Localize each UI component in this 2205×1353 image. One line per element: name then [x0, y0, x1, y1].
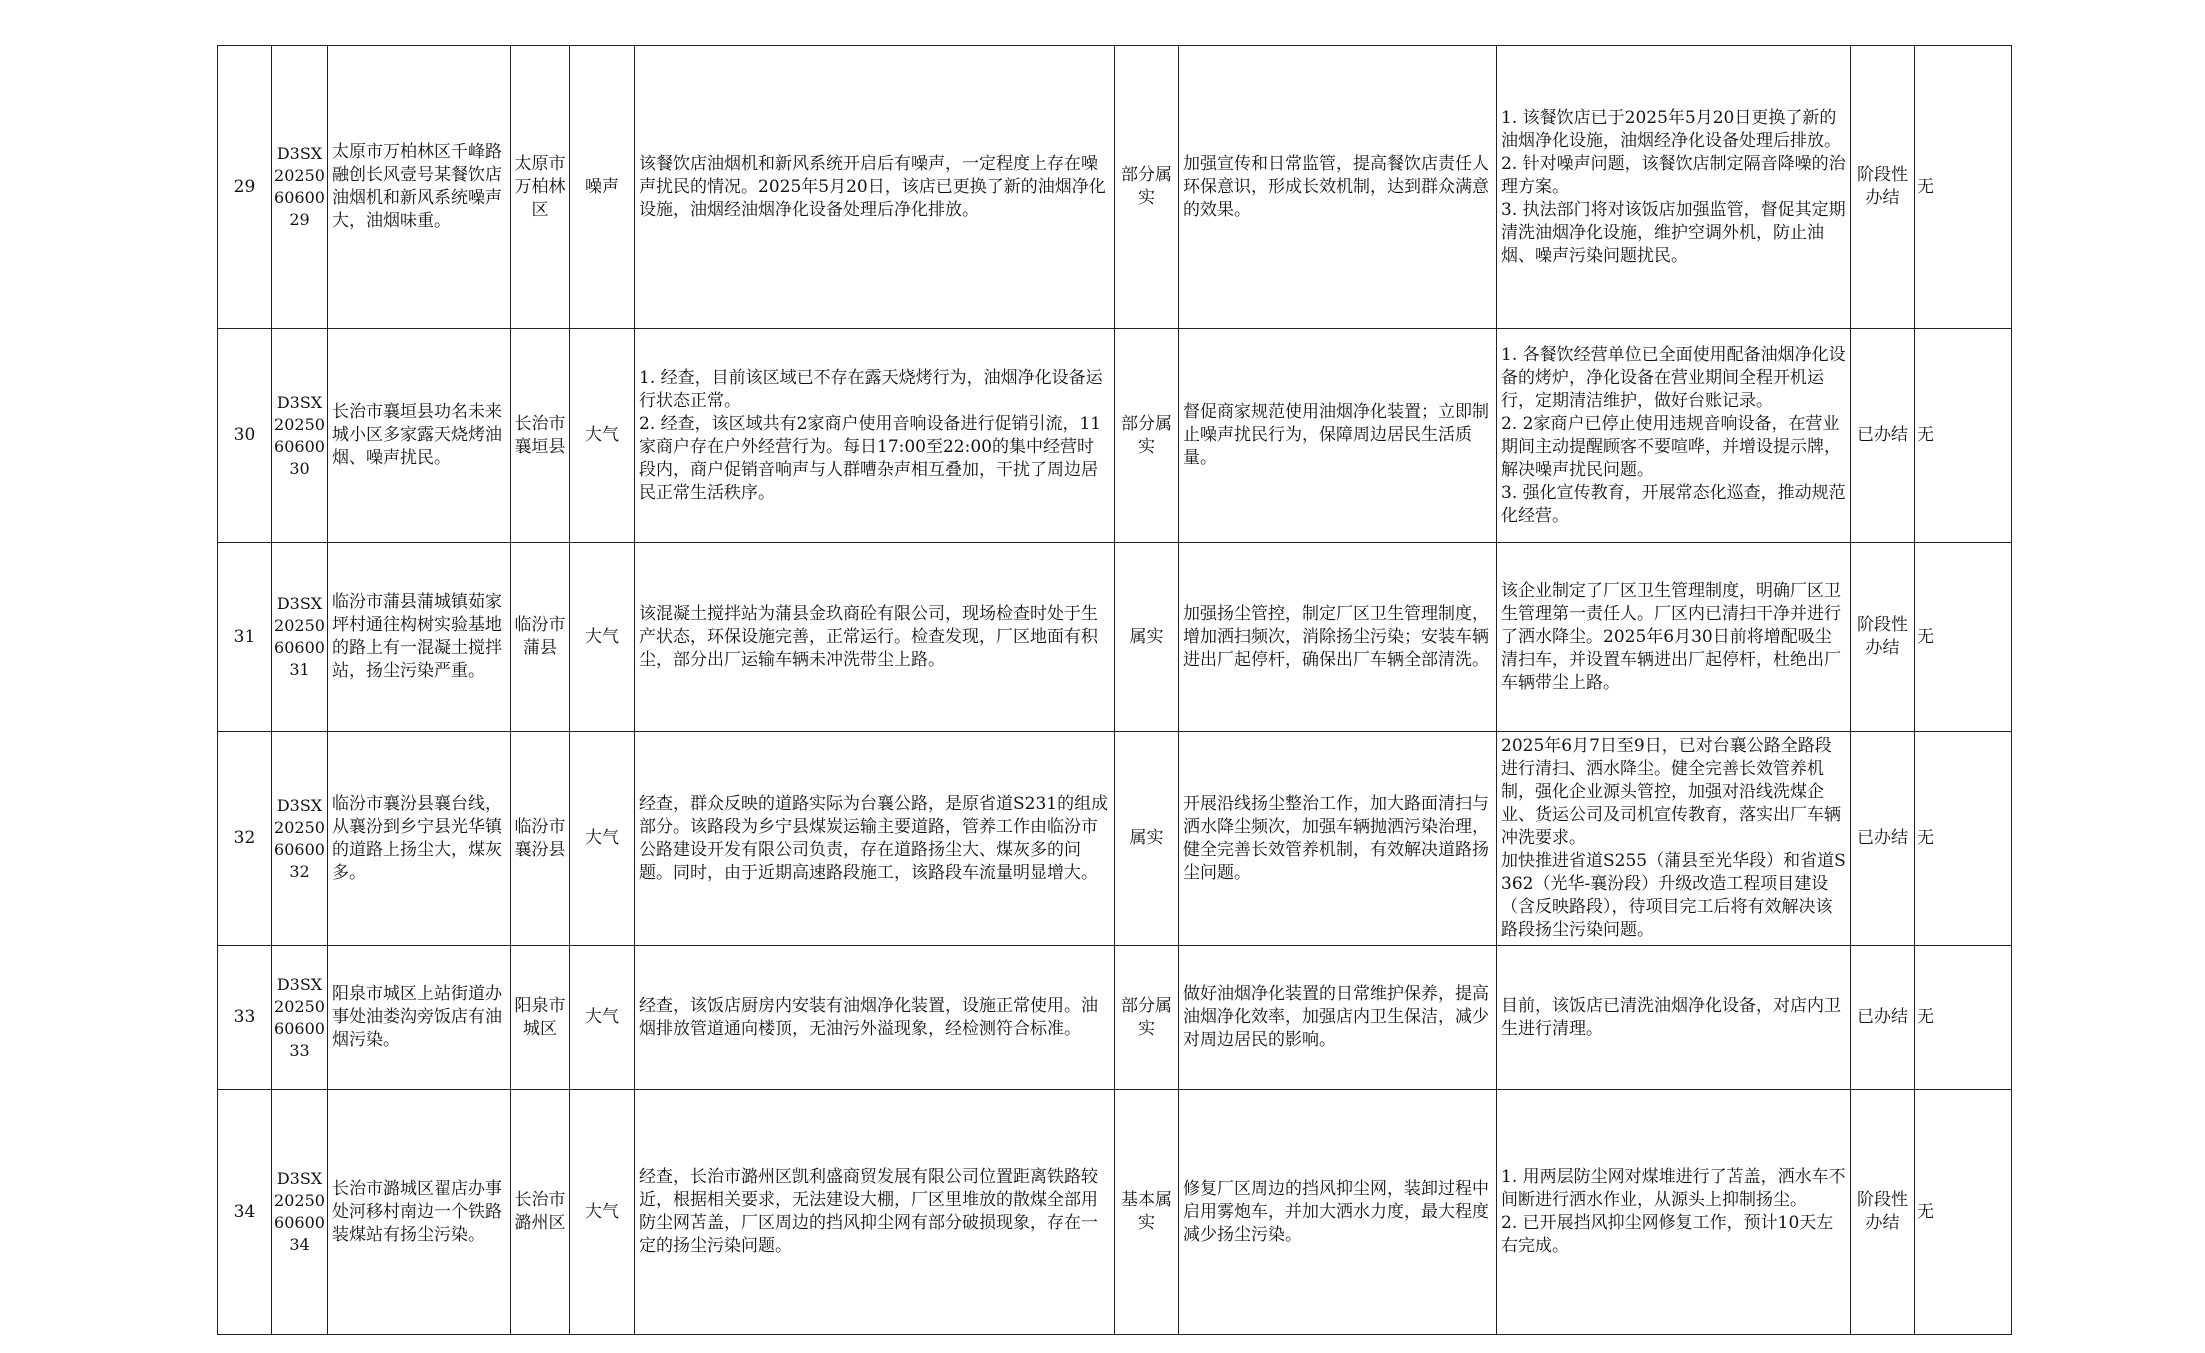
table-row	[218, 946, 2012, 1090]
area-cell: 长治市襄垣县	[511, 329, 570, 543]
finding-text: 1. 经查，目前该区域已不存在露天烧烤行为，油烟净化设备运行状态正常。 2. 经查，该区域共有2家商户使用音响设备进行促销引流，11家商户存在户外经营行为。每日17:00至22:00的集中经营时段内，商户促销音响声与人群嘈杂声相互叠加，干扰了周边居民正常生活秩序。	[635, 329, 1115, 543]
issue-text: 临汾市蒲县蒲城镇茹家坪村通往构树实验基地的路上有一混凝土搅拌站，扬尘污染严重。	[328, 543, 511, 732]
area-cell: 长治市潞州区	[511, 1090, 570, 1335]
row-number: 33	[218, 946, 272, 1090]
result-text: 1. 各餐饮经营单位已全面使用配备油烟净化设备的烤炉，净化设备在营业期间全程开机运行，定期清洁维护，做好台账记录。 2. 2家商户已停止使用违规音响设备，在营业期间主动提醒顾客不要喧哗，并增设提示牌，解决噪声扰民问题。 3. 强化宣传教育，开展常态化巡查，推动规范化经营。	[1497, 329, 1851, 543]
pollution-type: 噪声	[570, 46, 635, 329]
result-text: 2025年6月7日至9日，已对台襄公路全路段进行清扫、洒水降尘。健全完善长效管养机制，强化企业源头管控，加强对沿线洗煤企业、货运公司及司机宣传教育，落实出厂车辆冲洗要求。 加快推进省道S255（蒲县至光华段）和省道S362（光华-襄汾段）升级改造工程项目建设（含反映路段），待项目完工后将有效解决该路段扬尘污染问题。	[1497, 732, 1851, 946]
status-cell: 阶段性办结	[1851, 1090, 1915, 1335]
result-text: 1. 该餐饮店已于2025年5月20日更换了新的油烟净化设施，油烟经净化设备处理后排放。 2. 针对噪声问题，该餐饮店制定隔音降噪的治理方案。 3. 执法部门将对该饭店加强监管，督促其定期清洗油烟净化设施，维护空调外机，防止油烟、噪声污染问题扰民。	[1497, 46, 1851, 329]
pollution-type: 大气	[570, 329, 635, 543]
measure-text: 加强宣传和日常监管，提高餐饮店责任人环保意识，形成长效机制，达到群众满意的效果。	[1179, 46, 1497, 329]
case-code: D3SX2025060600 30	[272, 329, 328, 543]
row-number: 32	[218, 732, 272, 946]
verdict-cell: 部分属实	[1115, 946, 1179, 1090]
pollution-type: 大气	[570, 732, 635, 946]
status-cell: 阶段性办结	[1851, 46, 1915, 329]
status-cell: 已办结	[1851, 946, 1915, 1090]
accountability-cell: 无	[1915, 732, 2012, 946]
case-code: D3SX2025060600 31	[272, 543, 328, 732]
area-cell: 太原市万柏林区	[511, 46, 570, 329]
row-number: 31	[218, 543, 272, 732]
measure-text: 开展沿线扬尘整治工作，加大路面清扫与洒水降尘频次，加强车辆抛洒污染治理，健全完善长效管养机制，有效解决道路扬尘问题。	[1179, 732, 1497, 946]
status-cell: 阶段性办结	[1851, 543, 1915, 732]
result-text: 目前，该饭店已清洗油烟净化设备，对店内卫生进行清理。	[1497, 946, 1851, 1090]
finding-text: 经查，该饭店厨房内安装有油烟净化装置，设施正常使用。油烟排放管道通向楼顶，无油污外溢现象，经检测符合标准。	[635, 946, 1115, 1090]
issue-text: 长治市潞城区翟店办事处河移村南边一个铁路装煤站有扬尘污染。	[328, 1090, 511, 1335]
issue-text: 阳泉市城区上站街道办事处油娄沟旁饭店有油烟污染。	[328, 946, 511, 1090]
pollution-type: 大气	[570, 1090, 635, 1335]
case-code: D3SX2025060600 29	[272, 46, 328, 329]
verdict-cell: 部分属实	[1115, 46, 1179, 329]
issue-text: 临汾市襄汾县襄台线，从襄汾到乡宁县光华镇的道路上扬尘大，煤灰多。	[328, 732, 511, 946]
issue-text: 太原市万柏林区千峰路融创长风壹号某餐饮店油烟机和新风系统噪声大，油烟味重。	[328, 46, 511, 329]
result-text: 1. 用两层防尘网对煤堆进行了苫盖，洒水车不间断进行洒水作业，从源头上抑制扬尘。 2. 已开展挡风抑尘网修复工作，预计10天左右完成。	[1497, 1090, 1851, 1335]
issue-text: 长治市襄垣县功名未来城小区多家露天烧烤油烟、噪声扰民。	[328, 329, 511, 543]
case-code: D3SX2025060600 33	[272, 946, 328, 1090]
area-cell: 临汾市襄汾县	[511, 732, 570, 946]
accountability-cell: 无	[1915, 946, 2012, 1090]
status-cell: 已办结	[1851, 329, 1915, 543]
area-cell: 临汾市蒲县	[511, 543, 570, 732]
pollution-type: 大气	[570, 543, 635, 732]
finding-text: 该餐饮店油烟机和新风系统开启后有噪声，一定程度上存在噪声扰民的情况。2025年5月20日，该店已更换了新的油烟净化设施，油烟经油烟净化设备处理后净化排放。	[635, 46, 1115, 329]
verdict-cell: 属实	[1115, 543, 1179, 732]
finding-text: 经查，群众反映的道路实际为台襄公路，是原省道S231的组成部分。该路段为乡宁县煤炭运输主要道路，管养工作由临汾市公路建设开发有限公司负责，存在道路扬尘大、煤灰多的问题。同时，由于近期高速路段施工，该路段车流量明显增大。	[635, 732, 1115, 946]
status-cell: 已办结	[1851, 732, 1915, 946]
verdict-cell: 部分属实	[1115, 329, 1179, 543]
measure-text: 督促商家规范使用油烟净化装置；立即制止噪声扰民行为，保障周边居民生活质量。	[1179, 329, 1497, 543]
row-number: 34	[218, 1090, 272, 1335]
row-number: 30	[218, 329, 272, 543]
measure-text: 加强扬尘管控，制定厂区卫生管理制度，增加洒扫频次，消除扬尘污染；安装车辆进出厂起停杆，确保出厂车辆全部清洗。	[1179, 543, 1497, 732]
accountability-cell: 无	[1915, 329, 2012, 543]
row-number: 29	[218, 46, 272, 329]
accountability-cell: 无	[1915, 1090, 2012, 1335]
measure-text: 修复厂区周边的挡风抑尘网，装卸过程中启用雾炮车，并加大洒水力度，最大程度减少扬尘污染。	[1179, 1090, 1497, 1335]
table-row	[218, 732, 2012, 946]
case-code: D3SX2025060600 32	[272, 732, 328, 946]
accountability-cell: 无	[1915, 46, 2012, 329]
table-row	[218, 46, 2012, 329]
finding-text: 该混凝土搅拌站为蒲县金玖商砼有限公司，现场检查时处于生产状态，环保设施完善，正常运行。检查发现，厂区地面有积尘，部分出厂运输车辆未冲洗带尘上路。	[635, 543, 1115, 732]
finding-text: 经查，长治市潞州区凯利盛商贸发展有限公司位置距离铁路较近，根据相关要求，无法建设大棚，厂区里堆放的散煤全部用防尘网苫盖，厂区周边的挡风抑尘网有部分破损现象，存在一定的扬尘污染问题。	[635, 1090, 1115, 1335]
verdict-cell: 属实	[1115, 732, 1179, 946]
accountability-cell: 无	[1915, 543, 2012, 732]
measure-text: 做好油烟净化装置的日常维护保养，提高油烟净化效率，加强店内卫生保洁，减少对周边居民的影响。	[1179, 946, 1497, 1090]
table-row	[218, 543, 2012, 732]
complaint-table	[217, 45, 2012, 1335]
area-cell: 阳泉市城区	[511, 946, 570, 1090]
case-code: D3SX2025060600 34	[272, 1090, 328, 1335]
pollution-type: 大气	[570, 946, 635, 1090]
verdict-cell: 基本属实	[1115, 1090, 1179, 1335]
result-text: 该企业制定了厂区卫生管理制度，明确厂区卫生管理第一责任人。厂区内已清扫干净并进行了洒水降尘。2025年6月30日前将增配吸尘清扫车，并设置车辆进出厂起停杆，杜绝出厂车辆带尘上路。	[1497, 543, 1851, 732]
table-row	[218, 329, 2012, 543]
table-row	[218, 1090, 2012, 1335]
